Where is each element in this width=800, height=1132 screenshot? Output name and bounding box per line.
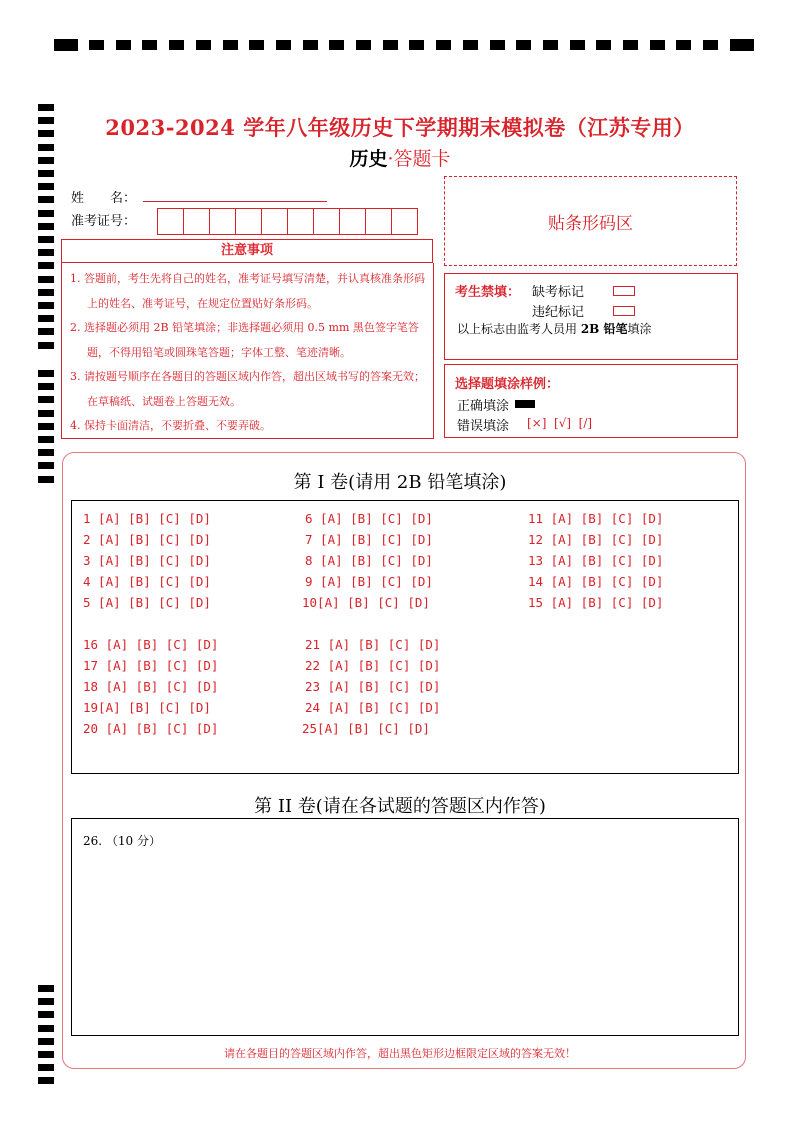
timing-mark xyxy=(38,104,54,111)
id-digit-box[interactable] xyxy=(288,208,314,235)
question-row[interactable]: 12 [A] [B] [C] [D] xyxy=(528,532,664,547)
timing-mark xyxy=(38,449,54,456)
timing-mark xyxy=(38,328,54,335)
id-digit-box[interactable] xyxy=(366,208,392,235)
admission-number-label: 准考证号： xyxy=(71,214,137,229)
correct-fill-label: 正确填涂 xyxy=(457,399,510,414)
timing-mark xyxy=(730,39,754,51)
question-row[interactable]: 16 [A] [B] [C] [D] xyxy=(83,637,219,652)
timing-mark xyxy=(38,985,54,992)
question-row[interactable]: 21 [A] [B] [C] [D] xyxy=(305,637,441,652)
notice-item: 3. 请按题号顺序在各题目的答题区域内作答，超出区域书写的答案无效；在草稿纸、试题卷上答题无效。 xyxy=(70,370,425,408)
timing-mark xyxy=(303,40,318,50)
question-row[interactable]: 10[A] [B] [C] [D] xyxy=(302,595,430,610)
question-row[interactable]: 24 [A] [B] [C] [D] xyxy=(305,700,441,715)
id-digit-box[interactable] xyxy=(262,208,288,235)
notice-list xyxy=(61,263,434,439)
timing-mark xyxy=(38,117,54,124)
id-digit-box[interactable] xyxy=(184,208,210,235)
forbidden-note-post: 填涂 xyxy=(627,322,652,336)
id-digit-box[interactable] xyxy=(340,208,366,235)
section1-title: 第 I 卷(请用 2B 铅笔填涂) xyxy=(293,472,507,493)
timing-mark xyxy=(89,40,104,50)
timing-mark xyxy=(38,342,54,349)
question-row[interactable]: 4 [A] [B] [C] [D] xyxy=(83,574,211,589)
question-26-label: 26. （10 分） xyxy=(83,834,161,848)
timing-mark xyxy=(38,462,54,469)
essay-answer-area[interactable] xyxy=(71,818,739,1036)
wrong-fill-label: 错误填涂 xyxy=(457,419,510,434)
question-row[interactable]: 13 [A] [B] [C] [D] xyxy=(528,553,664,568)
page-title: 2023-2024 学年八年级历史下学期期末模拟卷（江苏专用） xyxy=(105,115,695,140)
timing-mark xyxy=(703,40,718,50)
barcode-area xyxy=(444,176,737,266)
question-row[interactable]: 8 [A] [B] [C] [D] xyxy=(305,553,433,568)
timing-mark xyxy=(38,1025,54,1032)
timing-mark xyxy=(38,423,54,430)
id-digit-box[interactable] xyxy=(157,208,184,235)
timing-mark xyxy=(356,40,371,50)
timing-mark xyxy=(38,183,54,190)
timing-mark xyxy=(38,1011,54,1018)
forbidden-note-bold: 2B 铅笔 xyxy=(580,322,628,336)
timing-mark xyxy=(38,1077,54,1084)
id-digit-box[interactable] xyxy=(392,208,418,235)
timing-mark xyxy=(223,40,238,50)
question-row[interactable]: 14 [A] [B] [C] [D] xyxy=(528,574,664,589)
timing-mark xyxy=(169,40,184,50)
timing-mark xyxy=(436,40,451,50)
section2-title: 第 II 卷(请在各试题的答题区内作答) xyxy=(254,796,546,817)
timing-mark xyxy=(38,1064,54,1071)
timing-mark xyxy=(142,40,157,50)
subject-label: 历史 xyxy=(349,148,388,170)
timing-mark xyxy=(38,436,54,443)
question-row[interactable]: 9 [A] [B] [C] [D] xyxy=(305,574,433,589)
timing-mark xyxy=(38,223,54,230)
question-row[interactable]: 20 [A] [B] [C] [D] xyxy=(83,721,219,736)
timing-mark xyxy=(38,289,54,296)
wrong-fill-examples: [×] [√] [/] xyxy=(527,416,593,430)
timing-mark xyxy=(38,249,54,256)
question-row[interactable]: 11 [A] [B] [C] [D] xyxy=(528,511,664,526)
question-row[interactable]: 18 [A] [B] [C] [D] xyxy=(83,679,219,694)
timing-mark xyxy=(409,40,424,50)
id-digit-box[interactable] xyxy=(314,208,340,235)
notice-item: 2. 选择题必须用 2B 铅笔填涂；非选择题必须用 0.5 mm 黑色签字笔答题，不得用铅笔或圆珠笔答题；字体工整、笔迹清晰。 xyxy=(70,321,419,359)
absent-mark-box[interactable] xyxy=(613,286,635,296)
id-digit-box[interactable] xyxy=(236,208,262,235)
name-label: 姓 名： xyxy=(71,191,137,206)
question-row[interactable]: 2 [A] [B] [C] [D] xyxy=(83,532,211,547)
timing-mark xyxy=(54,39,78,51)
timing-mark xyxy=(38,396,54,403)
timing-mark xyxy=(38,262,54,269)
forbidden-note xyxy=(457,320,652,337)
question-row[interactable]: 17 [A] [B] [C] [D] xyxy=(83,658,219,673)
timing-mark xyxy=(490,40,505,50)
timing-mark xyxy=(38,1051,54,1058)
question-row[interactable]: 15 [A] [B] [C] [D] xyxy=(528,595,664,610)
timing-mark xyxy=(676,40,691,50)
notice-item: 1. 答题前，考生先将自己的姓名，准考证号填写清楚，并认真核准条形码上的姓名、准考证号，在规定位置贴好条形码。 xyxy=(70,272,425,310)
timing-mark xyxy=(329,40,344,50)
timing-mark xyxy=(38,998,54,1005)
notice-title: 注意事项 xyxy=(61,239,433,263)
timing-mark xyxy=(38,383,54,390)
timing-mark xyxy=(38,315,54,322)
timing-mark xyxy=(38,236,54,243)
question-row[interactable]: 19[A] [B] [C] [D] xyxy=(83,700,211,715)
name-field[interactable] xyxy=(143,201,327,202)
violation-mark-box[interactable] xyxy=(613,306,635,316)
timing-mark xyxy=(623,40,638,50)
question-row[interactable]: 23 [A] [B] [C] [D] xyxy=(305,679,441,694)
timing-mark xyxy=(38,157,54,164)
barcode-label: 贴条形码区 xyxy=(548,213,633,234)
sheet-type-label: ·答题卡 xyxy=(387,148,451,170)
page-subtitle xyxy=(0,144,800,171)
question-row[interactable]: 3 [A] [B] [C] [D] xyxy=(83,553,211,568)
absent-mark-label: 缺考标记 xyxy=(532,285,585,300)
sample-title: 选择题填涂样例： xyxy=(455,377,560,392)
forbidden-note-pre: 以上标志由监考人员用 xyxy=(457,322,581,336)
timing-mark xyxy=(38,130,54,137)
timing-mark xyxy=(38,144,54,151)
timing-mark xyxy=(116,40,131,50)
timing-mark xyxy=(38,476,54,483)
admission-number-boxes[interactable] xyxy=(157,208,418,235)
timing-mark xyxy=(463,40,478,50)
timing-mark xyxy=(276,40,291,50)
timing-mark xyxy=(38,410,54,417)
timing-mark xyxy=(570,40,585,50)
forbidden-title: 考生禁填： xyxy=(455,285,521,300)
question-row[interactable]: 6 [A] [B] [C] [D] xyxy=(305,511,433,526)
id-digit-box[interactable] xyxy=(210,208,236,235)
timing-mark xyxy=(596,40,611,50)
timing-mark xyxy=(543,40,558,50)
timing-mark xyxy=(383,40,398,50)
correct-fill-example xyxy=(515,400,535,408)
question-row[interactable]: 7 [A] [B] [C] [D] xyxy=(305,532,433,547)
timing-mark xyxy=(38,370,54,377)
question-row[interactable]: 1 [A] [B] [C] [D] xyxy=(83,511,211,526)
timing-mark xyxy=(650,40,665,50)
fill-sample-box xyxy=(444,364,738,438)
examinee-forbidden-box xyxy=(444,273,738,360)
footer-note: 请在各题目的答题区域内作答，超出黑色矩形边框限定区域的答案无效！ xyxy=(224,1047,576,1060)
question-row[interactable]: 5 [A] [B] [C] [D] xyxy=(83,595,211,610)
timing-mark xyxy=(38,210,54,217)
timing-mark xyxy=(516,40,531,50)
timing-mark xyxy=(196,40,211,50)
timing-mark xyxy=(38,302,54,309)
timing-mark xyxy=(38,170,54,177)
timing-mark xyxy=(38,196,54,203)
timing-mark xyxy=(249,40,264,50)
notice-item: 4. 保持卡面清洁，不要折叠、不要弄破。 xyxy=(70,419,271,432)
violation-mark-label: 违纪标记 xyxy=(532,305,585,320)
timing-mark xyxy=(38,1038,54,1045)
timing-mark xyxy=(38,276,54,283)
question-row[interactable]: 25[A] [B] [C] [D] xyxy=(302,721,430,736)
question-row[interactable]: 22 [A] [B] [C] [D] xyxy=(305,658,441,673)
